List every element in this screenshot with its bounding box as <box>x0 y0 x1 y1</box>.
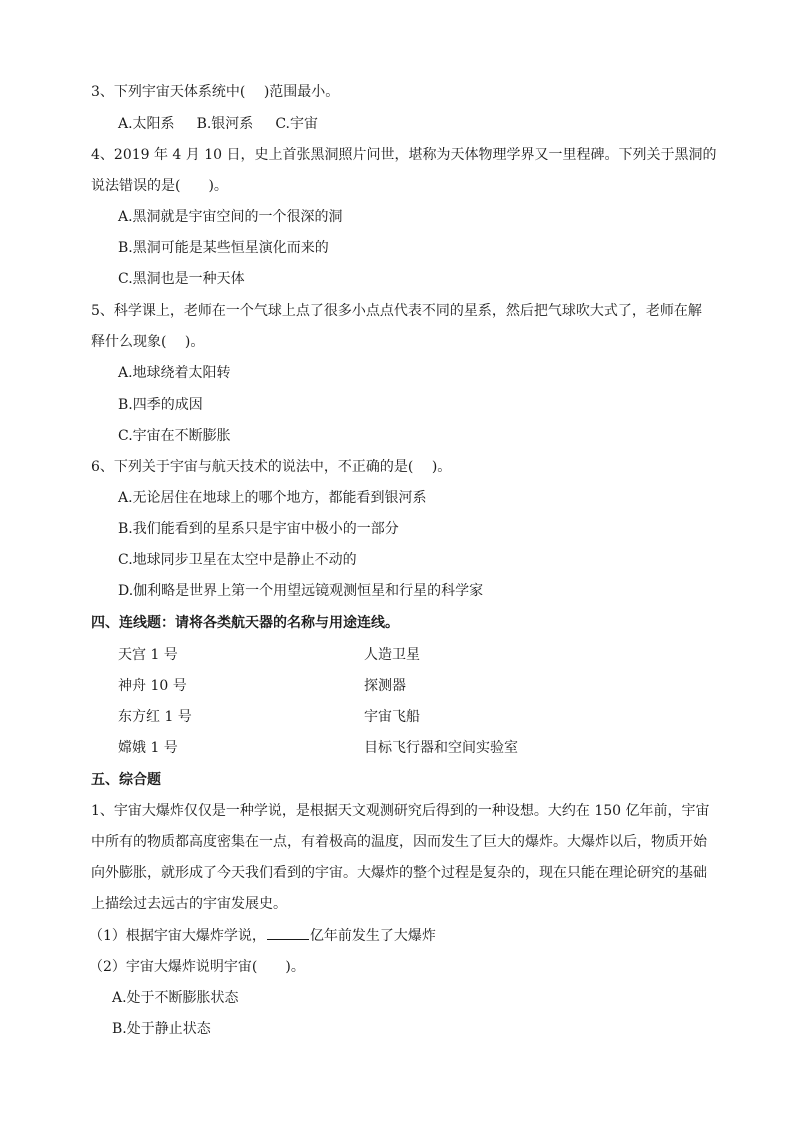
sub-question-1-suffix: 亿年前发生了大爆炸 <box>309 928 436 944</box>
sub-question-2-option-a: A.处于不断膨胀状态 <box>112 990 239 1006</box>
question-3-options <box>118 114 318 134</box>
question-6-option-c: C.地球同步卫星在太空中是静止不动的 <box>118 552 357 568</box>
sub-question-1-prefix: （1）根据宇宙大爆炸学说， <box>89 928 266 944</box>
passage-line: 上描绘过去远古的宇宙发展史。 <box>91 896 287 912</box>
question-4-option-c: C.黑洞也是一种天体 <box>118 271 245 287</box>
matching-right-item: 目标飞行器和空间实验室 <box>364 740 518 756</box>
question-3-option-b: B.银河系 <box>196 116 254 132</box>
passage-line: 向外膨胀，就形成了今天我们看到的宇宙。大爆炸的整个过程是复杂的，现在只能在理论研究的基础 <box>91 865 707 881</box>
question-4-stem-line2: 说法错误的是( )。 <box>91 178 228 194</box>
matching-left-item: 神舟 10 号 <box>118 678 187 694</box>
question-6-option-b: B.我们能看到的星系只是宇宙中极小的一部分 <box>118 521 399 537</box>
matching-right-item: 人造卫星 <box>364 647 420 663</box>
question-5-stem-line2: 释什么现象( )。 <box>91 334 205 350</box>
section-4-heading: 四、连线题：请将各类航天器的名称与用途连线。 <box>91 615 399 631</box>
question-5-option-b: B.四季的成因 <box>118 397 203 413</box>
matching-right-item: 宇宙飞船 <box>364 709 420 725</box>
matching-left-item: 东方红 1 号 <box>118 709 192 725</box>
matching-left-item: 嫦娥 1 号 <box>118 740 178 756</box>
question-3-option-c: C.宇宙 <box>275 116 318 132</box>
question-4-stem-line1: 4、2019 年 4 月 10 日，史上首张黑洞照片问世，堪称为天体物理学界又一里程碑。下列关于黑洞的 <box>91 147 717 163</box>
question-6-option-a: A.无论居住在地球上的哪个地方，都能看到银河系 <box>118 490 427 506</box>
sub-question-1 <box>89 925 436 946</box>
question-6-stem: 6、下列关于宇宙与航天技术的说法中，不正确的是( )。 <box>91 459 452 475</box>
question-4-option-b: B.黑洞可能是某些恒星演化而来的 <box>118 240 329 256</box>
passage-line: 1、宇宙大爆炸仅仅是一种学说，是根据天文观测研究后得到的一种设想。大约在 150 亿年前，宇宙 <box>91 803 710 819</box>
question-6-option-d: D.伽利略是世界上第一个用望远镜观测恒星和行星的科学家 <box>118 583 484 599</box>
answer-blank[interactable] <box>267 925 309 940</box>
question-5-stem-line1: 5、科学课上，老师在一个气球上点了很多小点点代表不同的星系，然后把气球吹大式了，老师在解 <box>91 303 702 319</box>
passage-line: 中所有的物质都高度密集在一点，有着极高的温度，因而发生了巨大的爆炸。大爆炸以后，物质开始 <box>91 834 707 850</box>
section-5-heading: 五、综合题 <box>91 772 161 788</box>
question-3-stem: 3、下列宇宙天体系统中( )范围最小。 <box>91 84 340 100</box>
sub-question-2: （2）宇宙大爆炸说明宇宙( )。 <box>89 959 305 975</box>
question-3-option-a: A.太阳系 <box>118 116 175 132</box>
matching-left-item: 天宫 1 号 <box>118 647 178 663</box>
question-5-option-a: A.地球绕着太阳转 <box>118 365 231 381</box>
question-4-option-a: A.黑洞就是宇宙空间的一个很深的洞 <box>118 209 343 225</box>
matching-right-item: 探测器 <box>364 678 406 694</box>
sub-question-2-option-b: B.处于静止状态 <box>112 1021 211 1037</box>
question-5-option-c: C.宇宙在不断膨胀 <box>118 428 231 444</box>
